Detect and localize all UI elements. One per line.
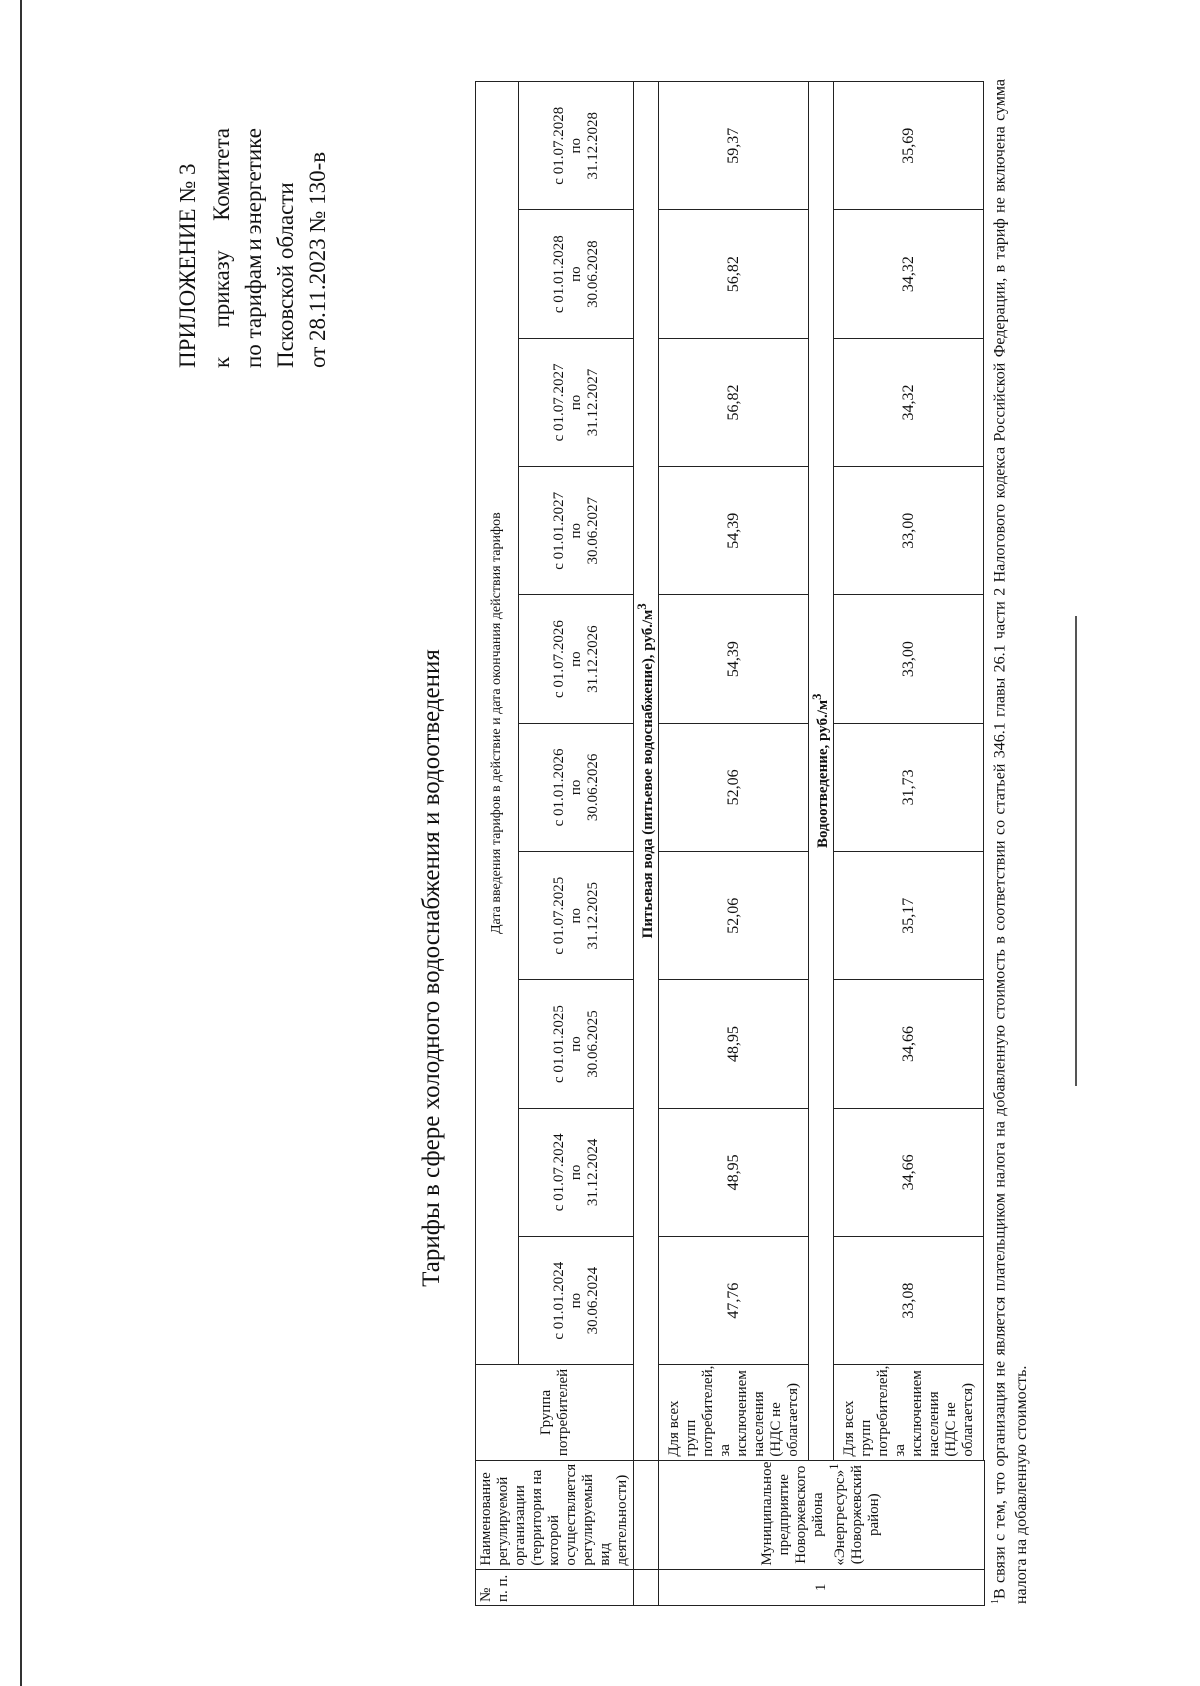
document-title: Тарифы в сфере холодного водоснабжения и водоотведения	[418, 649, 445, 1287]
period-header-1: с 01.01.2024 по 30.06.2024	[519, 1236, 634, 1364]
group-cell-water: Для всех групп потребителей, за исключением населения (НДС не облагается)	[659, 1365, 809, 1460]
tariff-value: 34,32	[834, 338, 984, 466]
period-header-7: с 01.01.2027 по 30.06.2027	[519, 467, 634, 595]
appendix-block	[172, 128, 334, 368]
appendix-line-5: от 28.11.2023 № 130-в	[305, 151, 330, 368]
tariff-row-water	[659, 82, 809, 1606]
group-cell-sewer: Для всех групп потребителей, за исключением населения (НДС не облагается)	[834, 1365, 984, 1460]
section-title-row-water	[634, 82, 659, 1606]
tariff-value: 48,95	[659, 1108, 809, 1236]
spacer-row	[984, 82, 985, 1606]
header-organization: Наименование регулируемой организации (территория на которой осуществляется регулируемый вид деятельности)	[476, 1460, 634, 1569]
tariff-row-sewer	[834, 82, 984, 1606]
tariff-value: 35,17	[834, 852, 984, 980]
tariff-value: 54,39	[659, 595, 809, 723]
tariff-value: 56,82	[659, 338, 809, 466]
tariff-value: 34,66	[834, 1108, 984, 1236]
tariff-table	[475, 81, 985, 1606]
organization-cell: Муниципальное предприятие Новоржевского района «Энергресурс»$^1$ (Новоржевский район)	[659, 1460, 985, 1569]
tariff-value: 56,82	[659, 210, 809, 338]
tariff-value: 59,37	[659, 82, 809, 210]
tariff-value: 52,06	[659, 852, 809, 980]
period-header-2: с 01.07.2024 по 31.12.2024	[519, 1108, 634, 1236]
period-header-9: с 01.01.2028 по 30.06.2028	[519, 210, 634, 338]
section-title-water: Питьевая вода (питьевое водоснабжение), $руб./м^3$	[634, 82, 659, 1461]
tariff-value: 34,66	[834, 980, 984, 1108]
period-header-8: с 01.07.2027 по 31.12.2027	[519, 338, 634, 466]
tariff-value: 33,00	[834, 595, 984, 723]
tariff-value: 33,00	[834, 467, 984, 595]
section-title-sewer: Водоотведение, $руб./м^3$	[809, 82, 834, 1461]
tariff-value: 31,73	[834, 723, 984, 851]
tariff-value: 33,08	[834, 1236, 984, 1364]
footnote: $^1$В связи с тем, что организация не является плательщиком налога на добавленную стоимость в соответствии со статьей 346.1 главы 26.1 части 2 Налогового кодекса Российской Федерации, в тариф не включена сумма налога на добавленную стоимость.	[990, 79, 1031, 1604]
tariff-value: 47,76	[659, 1236, 809, 1364]
header-dates-caption: Дата введения тарифов в действие и дата окончания действия тарифов	[476, 82, 519, 1365]
period-header-3: с 01.01.2025 по 30.06.2025	[519, 980, 634, 1108]
period-header-4: с 01.07.2025 по 31.12.2025	[519, 852, 634, 980]
tariff-value: 34,32	[834, 210, 984, 338]
tariff-value: 52,06	[659, 723, 809, 851]
row-number: 1	[659, 1569, 985, 1605]
tariff-value: 35,69	[834, 82, 984, 210]
appendix-line-2: к приказу Комитета	[209, 128, 234, 368]
period-header-6: с 01.07.2026 по 31.12.2026	[519, 595, 634, 723]
tariff-value: 54,39	[659, 467, 809, 595]
separator-line	[1075, 616, 1077, 1086]
appendix-title: ПРИЛОЖЕНИЕ № 3	[175, 163, 200, 368]
period-header-10: с 01.07.2028 по 31.12.2028	[519, 82, 634, 210]
section-title-row-sewer	[809, 82, 834, 1606]
header-num: № п. п.	[476, 1569, 634, 1605]
appendix-line-4: Псковской области	[273, 182, 298, 368]
header-row-1	[476, 82, 519, 1606]
appendix-line-3: по тарифам и энергетике	[241, 128, 266, 368]
period-header-5: с 01.01.2026 по 30.06.2026	[519, 723, 634, 851]
tariff-value: 48,95	[659, 980, 809, 1108]
header-group: Группа потребителей	[476, 1365, 634, 1460]
